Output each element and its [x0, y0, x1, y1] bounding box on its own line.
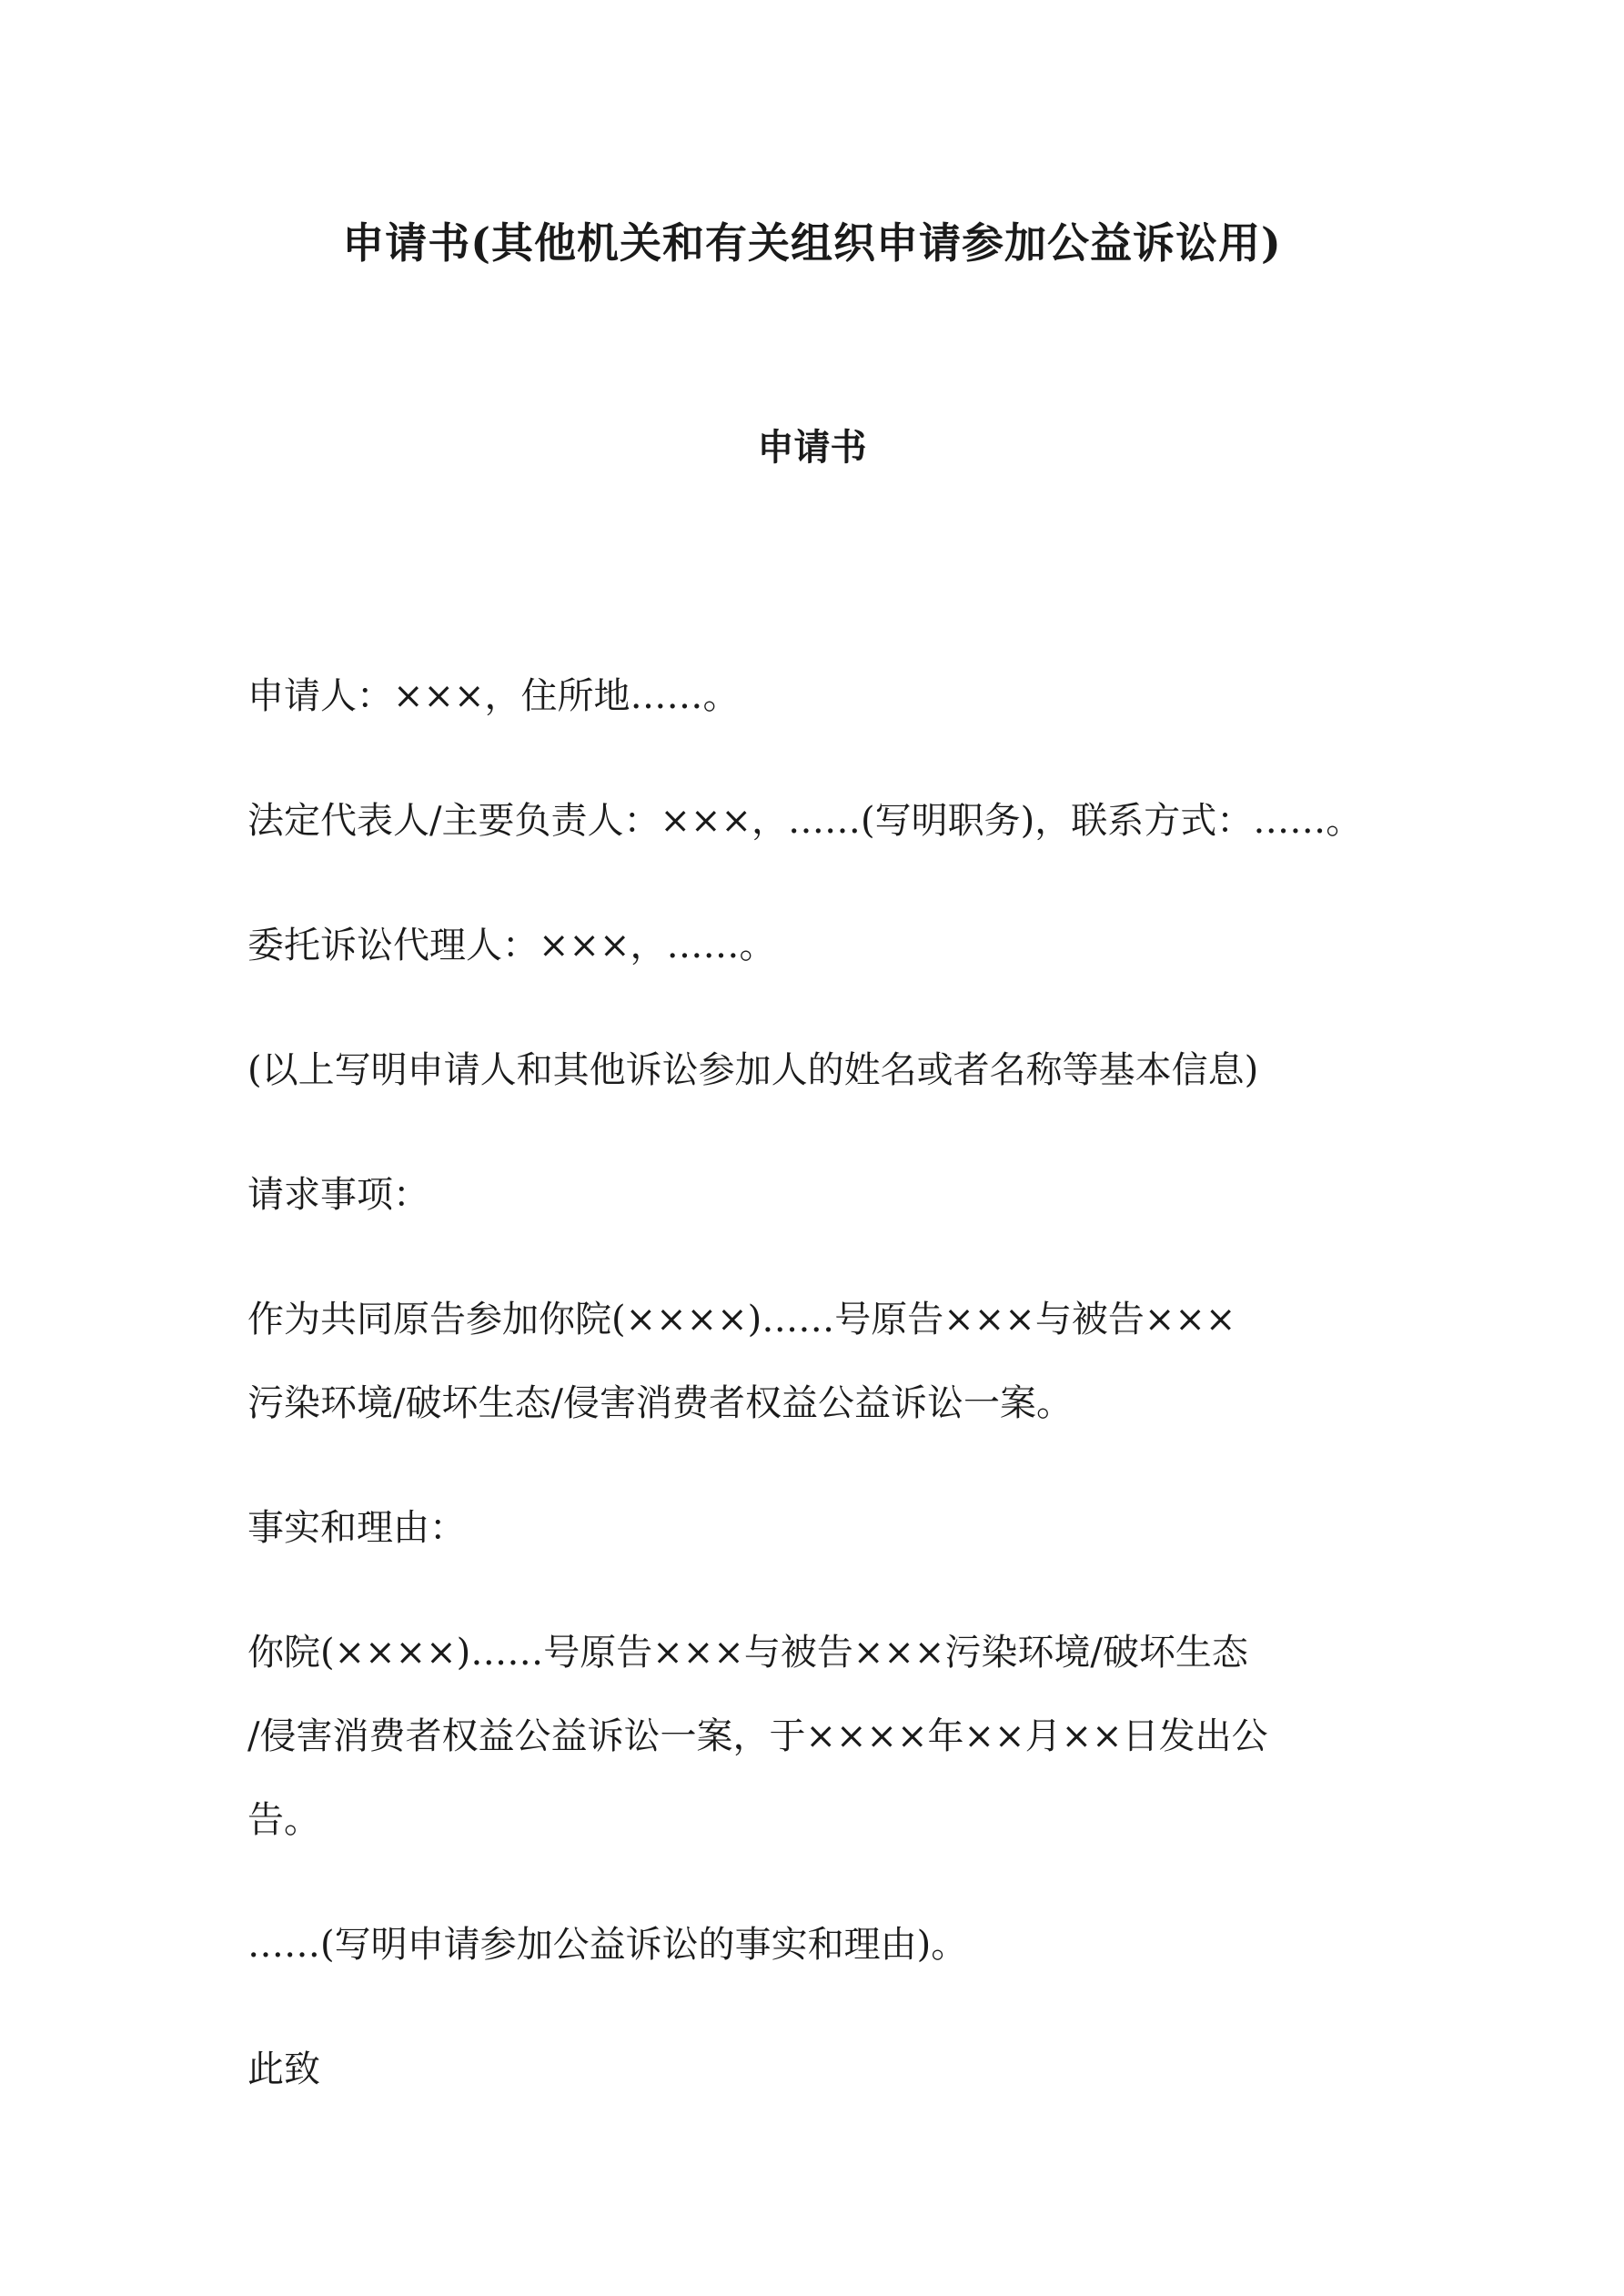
legal-representative-line: 法定代表人/主要负责人：×××，……(写明职务)，联系方式：……。 — [247, 800, 1363, 842]
facts-note-line: ……(写明申请参加公益诉讼的事实和理由)。 — [247, 1924, 968, 1966]
applicant-line: 申请人：×××，住所地……。 — [247, 675, 740, 717]
closing-line: 此致 — [247, 2048, 320, 2090]
request-body-line-2: 污染环境/破坏生态/侵害消费者权益公益诉讼一案。 — [247, 1382, 1073, 1424]
request-heading: 请求事项： — [247, 1174, 429, 1216]
note-line: (以上写明申请人和其他诉讼参加人的姓名或者名称等基本信息) — [247, 1049, 1259, 1091]
agent-line: 委托诉讼代理人：×××，……。 — [247, 925, 776, 966]
facts-body-line-3: 告。 — [247, 1799, 320, 1841]
document-title: 申请书(其他机关和有关组织申请参加公益诉讼用) — [342, 218, 1282, 268]
facts-heading: 事实和理由： — [247, 1507, 466, 1549]
request-body-line-1: 作为共同原告参加你院(××××)……号原告×××与被告××× — [247, 1299, 1236, 1340]
facts-body-line-1: 你院(××××)……号原告×××与被告×××污染环境/破坏生态 — [247, 1632, 1248, 1674]
document-subtitle: 申请书 — [757, 426, 867, 469]
facts-body-line-2: /侵害消费者权益公益诉讼一案，于××××年××月××日发出公 — [247, 1715, 1268, 1757]
